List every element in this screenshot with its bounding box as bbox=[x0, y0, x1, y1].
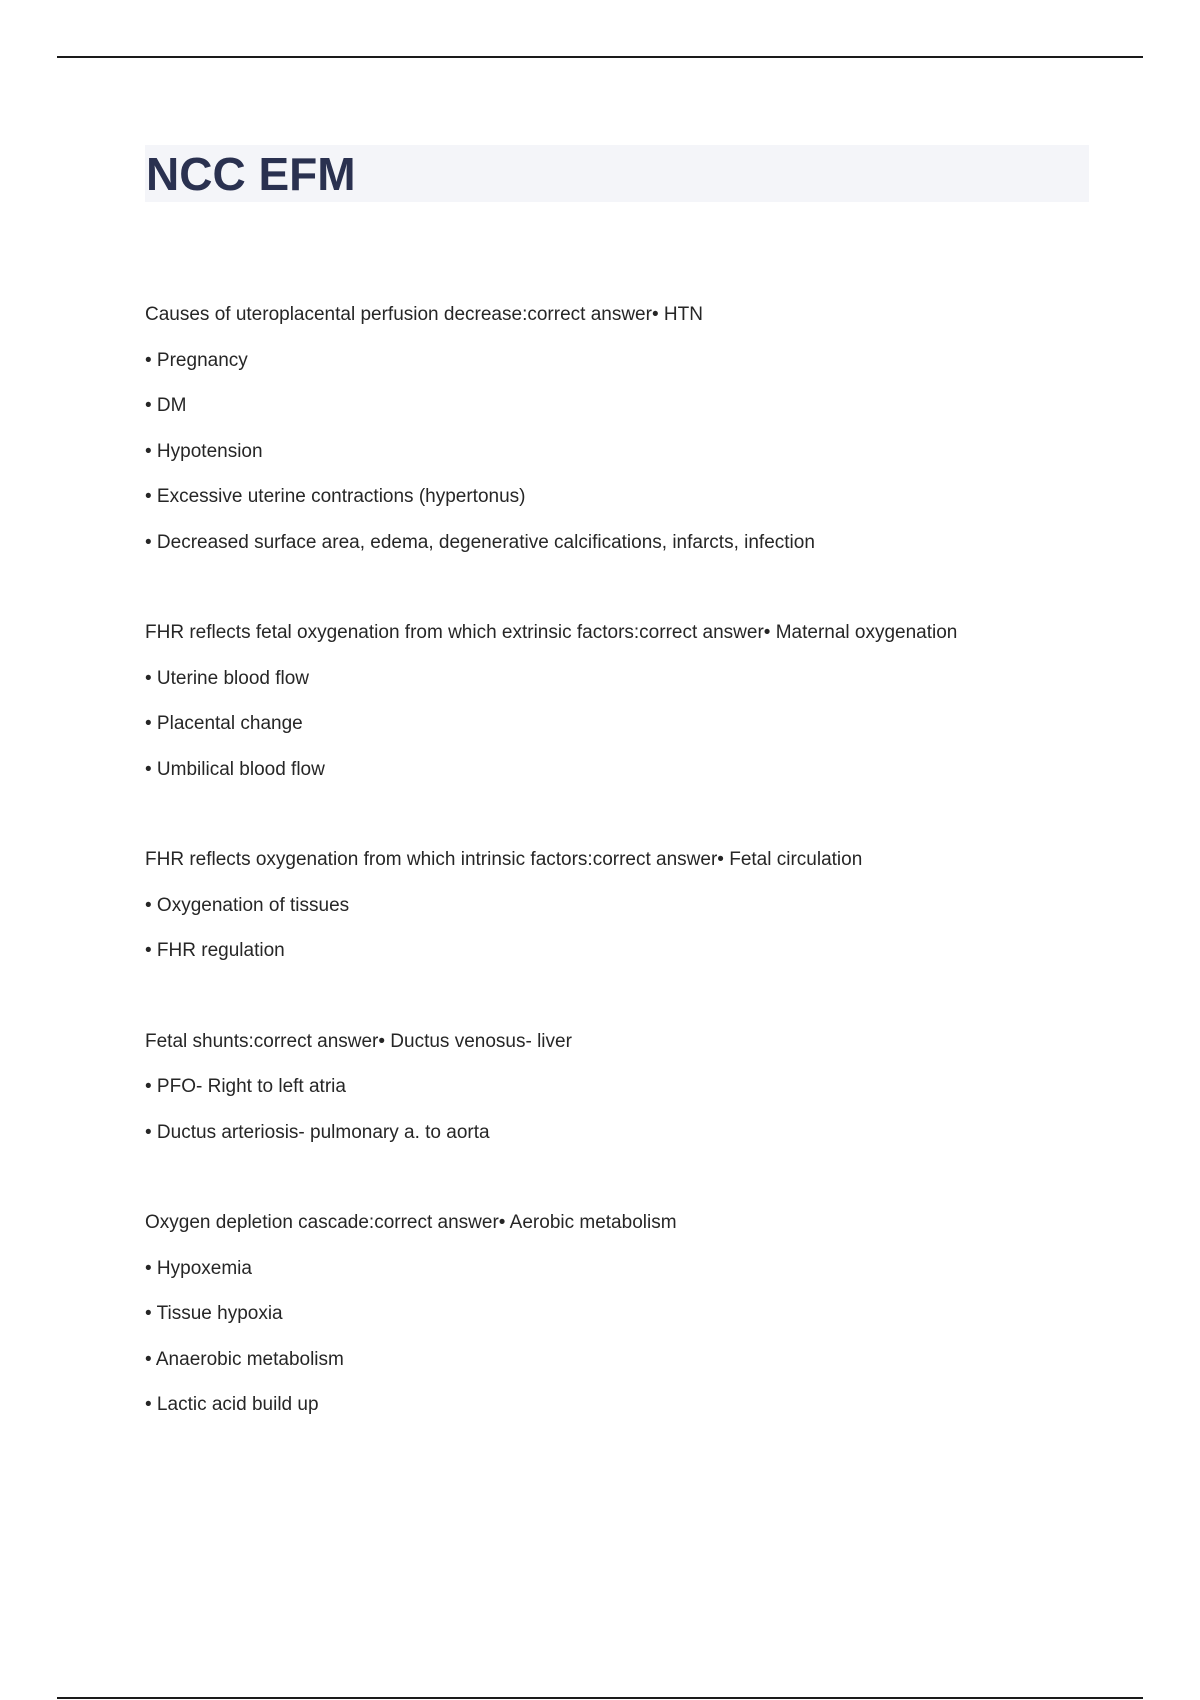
top-rule bbox=[57, 56, 1143, 58]
question-line: Fetal shunts:correct answer• Ductus venosus- liver bbox=[145, 1030, 572, 1052]
flashcard-list bbox=[145, 292, 1105, 1428]
answer-bullet: • Anaerobic metabolism bbox=[145, 1348, 344, 1370]
flashcard-section bbox=[145, 1019, 1105, 1156]
answer-bullet: • Hypoxemia bbox=[145, 1257, 252, 1279]
answer-bullet: • Uterine blood flow bbox=[145, 667, 310, 689]
question-line: FHR reflects fetal oxygenation from which extrinsic factors:correct answer• Maternal oxygenation bbox=[145, 622, 958, 643]
answer-bullet: • Tissue hypoxia bbox=[145, 1303, 283, 1324]
flashcard-section bbox=[145, 292, 1105, 565]
answer-bullet: • Oxygenation of tissues bbox=[145, 894, 350, 916]
question-line: Causes of uteroplacental perfusion decrease:correct answer• HTN bbox=[145, 304, 703, 325]
answer-bullet: • Excessive uterine contractions (hypertonus) bbox=[145, 486, 526, 507]
page-title: NCC EFM bbox=[146, 148, 356, 200]
question-line: FHR reflects oxygenation from which intrinsic factors:correct answer• Fetal circulation bbox=[145, 849, 863, 870]
answer-bullet: • Hypotension bbox=[145, 440, 263, 462]
answer-bullet: • Umbilical blood flow bbox=[145, 758, 325, 780]
answer-bullet: • Pregnancy bbox=[145, 349, 248, 371]
answer-bullet: • Placental change bbox=[145, 713, 303, 734]
answer-bullet: • FHR regulation bbox=[145, 940, 285, 961]
answer-bullet: • DM bbox=[145, 395, 187, 416]
answer-bullet: • Ductus arteriosis- pulmonary a. to aorta bbox=[145, 1121, 490, 1143]
question-line: Oxygen depletion cascade:correct answer• Aerobic metabolism bbox=[145, 1212, 677, 1233]
flashcard-section bbox=[145, 837, 1105, 974]
flashcard-section bbox=[145, 1200, 1105, 1428]
bottom-rule bbox=[57, 1697, 1143, 1699]
answer-bullet: • Lactic acid build up bbox=[145, 1394, 319, 1415]
answer-bullet: • PFO- Right to left atria bbox=[145, 1076, 346, 1097]
flashcard-section bbox=[145, 610, 1105, 792]
answer-bullet: • Decreased surface area, edema, degenerative calcifications, infarcts, infection bbox=[145, 531, 815, 553]
